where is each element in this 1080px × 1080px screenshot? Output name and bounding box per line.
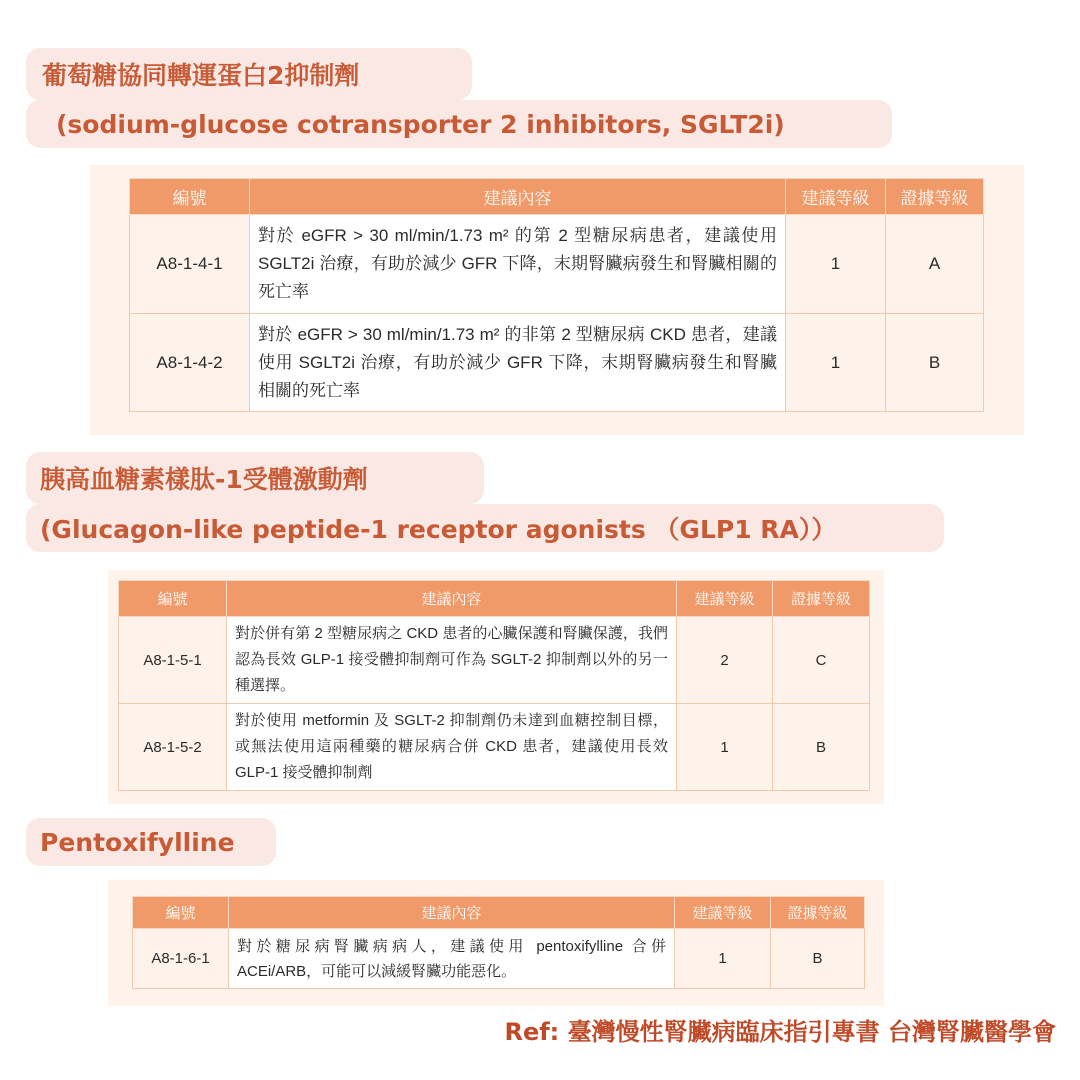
row-content: 對於使用 metformin 及 SGLT-2 抑制劑仍未達到血糖控制目標，或無法使用這兩種藥的糖尿病合併 CKD 患者，建議使用長效 GLP-1 接受體抑制劑	[235, 712, 668, 781]
row-evidence: A	[886, 215, 984, 314]
row-evidence: B	[886, 314, 984, 412]
row-recommendation: 1	[786, 215, 886, 314]
table-row	[133, 929, 865, 989]
section-2-title	[26, 452, 484, 504]
row-code: A8-1-6-1	[133, 929, 229, 989]
section-1-title	[26, 48, 472, 100]
header-recommendation: 建議等級	[677, 581, 773, 617]
header-evidence: 證據等級	[773, 581, 870, 617]
row-recommendation: 2	[677, 617, 773, 704]
row-code: A8-1-5-1	[119, 617, 227, 704]
table-row	[130, 215, 984, 314]
row-recommendation: 1	[786, 314, 886, 412]
table-header-row	[130, 179, 984, 215]
header-code: 編號	[119, 581, 227, 617]
header-recommendation: 建議等級	[675, 897, 771, 929]
section-3-title-en: Pentoxifylline	[40, 827, 235, 857]
section-1-subtitle	[26, 100, 892, 148]
table-row	[119, 617, 870, 704]
section-2-title-en: (Glucagon-like peptide-1 receptor agonists （GLP1 RA））	[40, 515, 837, 544]
section-3-title	[26, 818, 276, 866]
row-code: A8-1-5-2	[119, 704, 227, 791]
section-2-subtitle	[26, 504, 944, 552]
sglt2i-table	[129, 178, 984, 412]
header-content: 建議內容	[227, 581, 677, 617]
row-recommendation: 1	[675, 929, 771, 989]
row-content: 對於併有第 2 型糖尿病之 CKD 患者的心臟保護和腎臟保護，我們認為長效 GLP-1 接受體抑制劑可作為 SGLT-2 抑制劑以外的另一種選擇。	[235, 625, 668, 694]
reference-citation: Ref: 臺灣慢性腎臟病臨床指引專書 台灣腎臟醫學會	[504, 1018, 1056, 1046]
row-evidence: C	[773, 617, 870, 704]
row-code: A8-1-4-2	[130, 314, 250, 412]
section-1-title-zh: 葡萄糖協同轉運蛋白2抑制劑	[42, 61, 360, 90]
row-evidence: B	[773, 704, 870, 791]
pentoxifylline-table	[132, 896, 865, 989]
table-header-row	[119, 581, 870, 617]
header-content: 建議內容	[229, 897, 675, 929]
row-content: 對於 eGFR > 30 ml/min/1.73 m² 的第 2 型糖尿病患者，建議使用 SGLT2i 治療，有助於減少 GFR 下降，末期腎臟病發生和腎臟相關的死亡率	[258, 226, 777, 301]
row-content: 對於 eGFR > 30 ml/min/1.73 m² 的非第 2 型糖尿病 CKD 患者，建議使用 SGLT2i 治療，有助於減少 GFR 下降，末期腎臟病發生和腎臟相關的死亡率	[258, 324, 777, 400]
row-content: 對於糖尿病腎臟病病人，建議使用 pentoxifylline 合併 ACEi/ARB，可能可以減緩腎臟功能惡化。	[237, 937, 666, 980]
table-header-row	[133, 897, 865, 929]
row-evidence: B	[771, 929, 865, 989]
section-2-title-zh: 胰高血糖素樣肽-1受體激動劑	[40, 465, 368, 494]
header-recommendation: 建議等級	[786, 179, 886, 215]
table-row	[119, 704, 870, 791]
header-content: 建議內容	[250, 179, 786, 215]
glp1-table	[118, 580, 870, 791]
header-evidence: 證據等級	[771, 897, 865, 929]
header-code: 編號	[130, 179, 250, 215]
section-1-title-en: (sodium-glucose cotransporter 2 inhibitors, SGLT2i)	[56, 109, 785, 139]
header-code: 編號	[133, 897, 229, 929]
table-row	[130, 314, 984, 412]
row-recommendation: 1	[677, 704, 773, 791]
row-code: A8-1-4-1	[130, 215, 250, 314]
header-evidence: 證據等級	[886, 179, 984, 215]
